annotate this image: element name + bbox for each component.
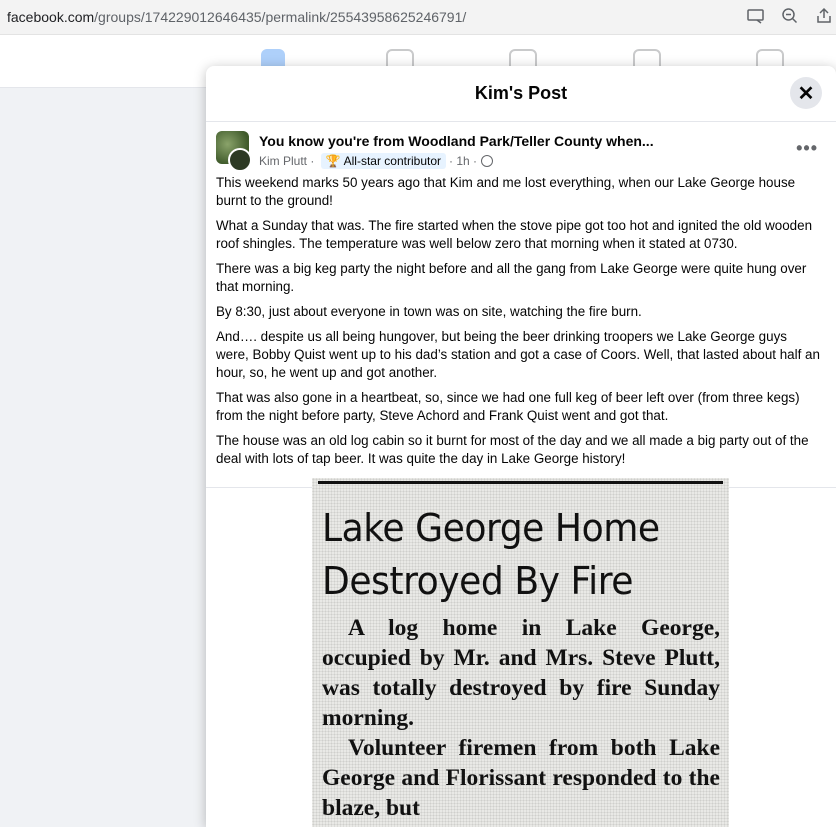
dialog-header (206, 66, 836, 122)
author-avatar[interactable] (228, 148, 252, 172)
post-paragraph: And…. despite us all being hungover, but being the beer drinking troopers we Lake George guys were, Bobby Quist went up to his dad’s station and got a case of Coors. Well, that lasted about half an hour, so, he went up and got another. (216, 329, 820, 380)
post-paragraph: The house was an old log cabin so it burnt for most of the day and we all made a big party out of the deal with lots of tap beer. It was quite the day in Lake George history! (216, 433, 809, 466)
post-dialog (206, 66, 836, 827)
badge-label: All-star contributor (343, 154, 442, 168)
post-paragraph: By 8:30, just about everyone in town was on site, watching the fire burn. (216, 304, 642, 319)
newspaper-clipping-image[interactable] (312, 478, 729, 827)
post-meta (259, 153, 493, 169)
meta-separator: · (449, 154, 457, 168)
post-header (206, 122, 836, 172)
url-text[interactable] (7, 9, 466, 25)
clipping-rule (318, 481, 723, 484)
post-paragraph: That was also gone in a heartbeat, so, since we had one full keg of beer left over (from three kegs) from the night before party, Steve Achord and Frank Quist went and got that. (216, 390, 800, 423)
url-path: /groups/174229012646435/permalink/25543958625246791/ (94, 9, 467, 25)
clipping-paragraph: Volunteer firemen from both Lake George and Florissant responded to the blaze, but (322, 735, 720, 821)
post-time-link[interactable]: 1h (456, 154, 470, 168)
cast-icon[interactable] (746, 6, 766, 26)
meta-separator: · (469, 154, 478, 168)
zoom-out-icon[interactable] (780, 6, 800, 26)
url-domain: facebook.com (7, 9, 95, 25)
close-button[interactable] (790, 77, 822, 109)
post-paragraph: There was a big keg party the night before and all the gang from Lake George were quite hung over that morning. (216, 261, 807, 294)
post-paragraph: What a Sunday that was. The fire started when the stove pipe got too hot and ignited the old wooden roof shingles. The temperature was well below zero that morning when it stated at 0730. (216, 218, 813, 251)
clipping-article (322, 613, 720, 823)
meta-separator: · (307, 154, 318, 168)
contributor-badge[interactable] (321, 153, 446, 169)
close-icon: ✕ (797, 82, 815, 105)
post-text (206, 172, 836, 483)
clipping-paragraph: A log home in Lake George, occupied by Mr. and Mrs. Steve Plutt, was totally destroyed by fire Sunday morning. (322, 615, 720, 731)
browser-address-bar[interactable] (0, 0, 836, 35)
author-name-link[interactable]: Kim Plutt (259, 154, 308, 168)
trophy-icon: 🏆 (325, 154, 341, 168)
post-paragraph: This weekend marks 50 years ago that Kim and me lost everything, when our Lake George house burnt to the ground! (216, 175, 796, 208)
more-options-button[interactable] (796, 138, 818, 159)
group-name-link[interactable]: You know you're from Woodland Park/Teller County when... (259, 133, 654, 149)
dialog-title: Kim's Post (474, 83, 568, 103)
globe-icon (481, 155, 493, 167)
left-pane (0, 88, 206, 827)
more-icon: ••• (796, 138, 818, 158)
share-icon[interactable] (814, 6, 834, 26)
clipping-headline: Lake George Home Destroyed By Fire (322, 506, 660, 603)
